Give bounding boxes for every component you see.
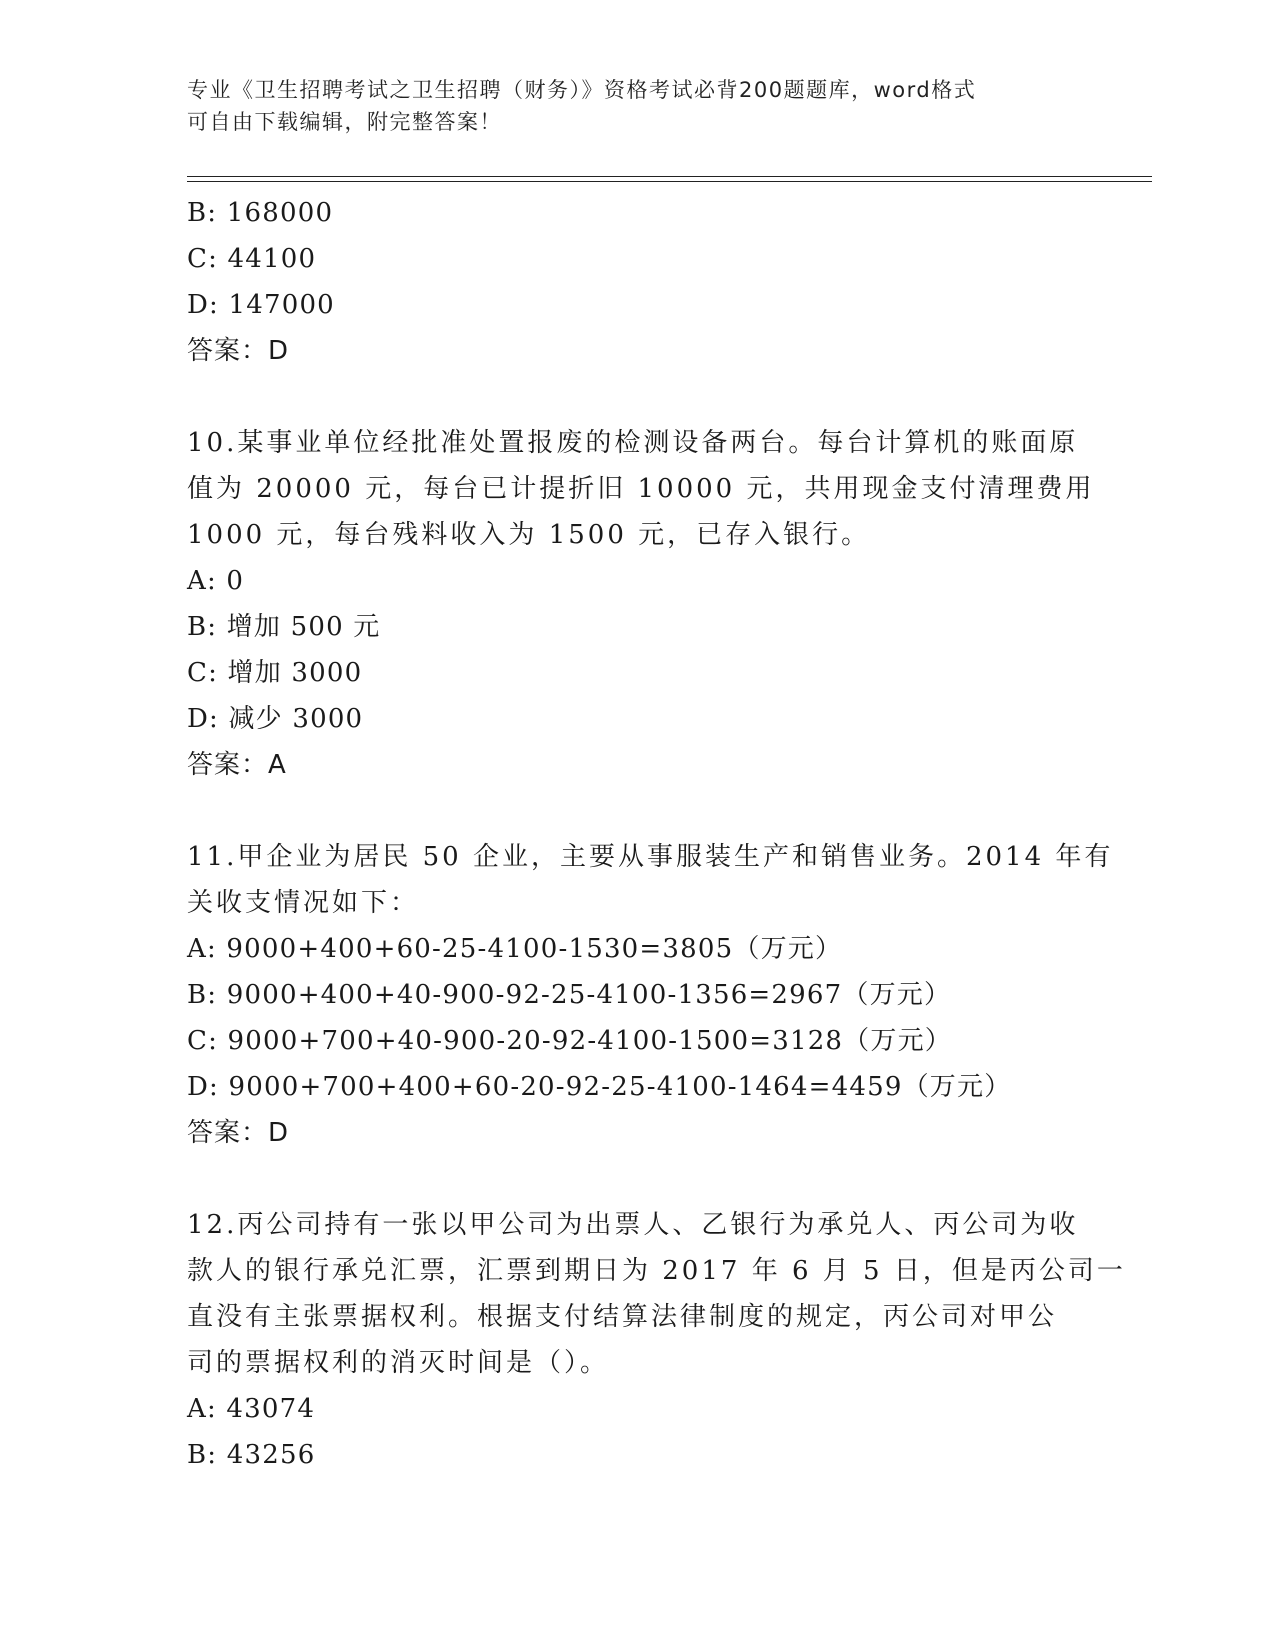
- question-text: [187, 1202, 1126, 1386]
- question-9-tail: [187, 190, 1087, 374]
- page-header: [187, 74, 1067, 138]
- answer-line: 答案：D: [187, 1118, 290, 1148]
- question-text-line: 1000 元，每台残料收入为 1500 元，已存入银行。: [187, 520, 871, 550]
- option-c: C: 9000+700+40-900-20-92-4100-1500=3128（万元）: [187, 1026, 952, 1056]
- question-text-line: 款人的银行承兑汇票，汇票到期日为 2017 年 6 月 5 日，但是丙公司一: [187, 1256, 1126, 1286]
- header-title-line-2: 可自由下载编辑，附完整答案！: [187, 110, 502, 134]
- answer-line: 答案：A: [187, 750, 287, 780]
- question-text: [187, 420, 1095, 558]
- question-text-line: 值为 20000 元，每台已计提折旧 10000 元，共用现金支付清理费用: [187, 474, 1095, 504]
- spacer: [187, 374, 1087, 420]
- spacer: [187, 788, 1087, 834]
- option-b: B: 168000: [187, 198, 334, 228]
- option-a: A: 0: [187, 566, 245, 596]
- option-b: B: 9000+400+40-900-92-25-4100-1356=2967（万元）: [187, 980, 952, 1010]
- option-b: B: 增加 500 元: [187, 612, 381, 642]
- question-text-line: 关收支情况如下：: [187, 888, 420, 918]
- answer-line: 答案：D: [187, 336, 290, 366]
- question-11: [187, 834, 1114, 1156]
- option-b: B: 43256: [187, 1440, 316, 1470]
- question-text-line: 司的票据权利的消灭时间是（）。: [187, 1348, 610, 1378]
- question-text-line: 10.某事业单位经批准处置报废的检测设备两台。每台计算机的账面原: [187, 428, 1079, 458]
- option-a: A: 43074: [187, 1394, 316, 1424]
- option-a: A: 9000+400+60-25-4100-1530=3805（万元）: [187, 934, 843, 964]
- option-d: D: 147000: [187, 290, 335, 320]
- header-title-line-1: 专业《卫生招聘考试之卫生招聘（财务）》资格考试必背200题题库，word格式: [187, 78, 977, 102]
- question-text-line: 直没有主张票据权利。根据支付结算法律制度的规定，丙公司对甲公: [187, 1302, 1058, 1332]
- header-rule-top: [187, 176, 1152, 177]
- option-c: C: 44100: [187, 244, 317, 274]
- spacer: [187, 1156, 1087, 1202]
- question-12: [187, 1202, 1126, 1478]
- option-d: D: 减少 3000: [187, 704, 364, 734]
- option-c: C: 增加 3000: [187, 658, 363, 688]
- document-body: [187, 190, 1126, 1478]
- question-10: [187, 420, 1095, 788]
- question-text-line: 11.甲企业为居民 50 企业，主要从事服装生产和销售业务。2014 年有: [187, 842, 1114, 872]
- header-rule-bottom: [187, 181, 1152, 182]
- option-d: D: 9000+700+400+60-20-92-25-4100-1464=4459（万元）: [187, 1072, 1012, 1102]
- question-text-line: 12.丙公司持有一张以甲公司为出票人、乙银行为承兑人、丙公司为收: [187, 1210, 1079, 1240]
- question-text: [187, 834, 1114, 926]
